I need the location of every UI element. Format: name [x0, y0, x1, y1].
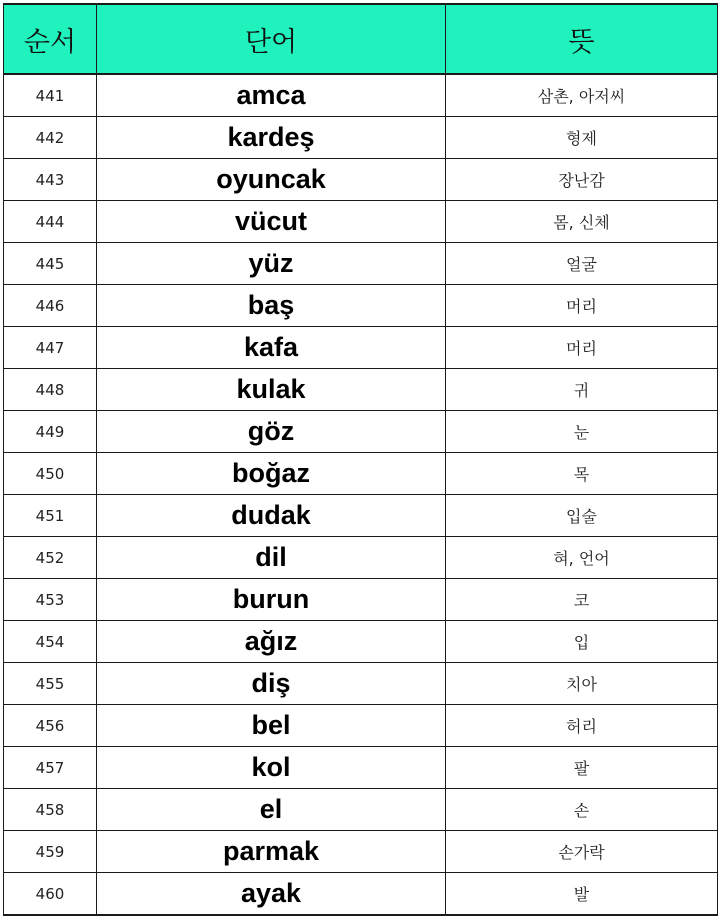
- row-word: parmak: [97, 831, 446, 873]
- row-number: 450: [4, 453, 97, 495]
- table-row: [4, 159, 718, 201]
- row-meaning: 혀, 언어: [446, 537, 718, 579]
- row-meaning: 형제: [446, 117, 718, 159]
- row-meaning: 장난감: [446, 159, 718, 201]
- row-number: 454: [4, 621, 97, 663]
- row-word: oyuncak: [97, 159, 446, 201]
- row-meaning: 손: [446, 789, 718, 831]
- row-number: 449: [4, 411, 97, 453]
- table-row: [4, 831, 718, 873]
- table-row: [4, 369, 718, 411]
- row-number: 441: [4, 74, 97, 117]
- row-number: 446: [4, 285, 97, 327]
- row-word: dudak: [97, 495, 446, 537]
- table-row: [4, 201, 718, 243]
- table-row: [4, 621, 718, 663]
- row-number: 458: [4, 789, 97, 831]
- table-row: [4, 537, 718, 579]
- table-header: [4, 4, 718, 74]
- table-row: [4, 243, 718, 285]
- table-row: [4, 411, 718, 453]
- row-number: 447: [4, 327, 97, 369]
- row-word: dil: [97, 537, 446, 579]
- row-number: 445: [4, 243, 97, 285]
- header-word: 단어: [97, 4, 446, 74]
- row-word: vücut: [97, 201, 446, 243]
- row-meaning: 얼굴: [446, 243, 718, 285]
- row-number: 455: [4, 663, 97, 705]
- row-meaning: 허리: [446, 705, 718, 747]
- table-row: [4, 747, 718, 789]
- row-number: 448: [4, 369, 97, 411]
- row-word: kardeş: [97, 117, 446, 159]
- row-word: burun: [97, 579, 446, 621]
- table-row: [4, 873, 718, 916]
- row-number: 451: [4, 495, 97, 537]
- row-meaning: 머리: [446, 285, 718, 327]
- table-row: [4, 117, 718, 159]
- row-word: bel: [97, 705, 446, 747]
- header-row: [4, 4, 718, 74]
- row-word: ayak: [97, 873, 446, 916]
- header-meaning: 뜻: [446, 4, 718, 74]
- row-meaning: 눈: [446, 411, 718, 453]
- table-row: [4, 789, 718, 831]
- table-row: [4, 453, 718, 495]
- vocabulary-table: [3, 3, 718, 916]
- row-word: yüz: [97, 243, 446, 285]
- table-row: [4, 285, 718, 327]
- row-number: 456: [4, 705, 97, 747]
- row-number: 442: [4, 117, 97, 159]
- row-meaning: 입술: [446, 495, 718, 537]
- row-meaning: 귀: [446, 369, 718, 411]
- table-row: [4, 579, 718, 621]
- row-meaning: 발: [446, 873, 718, 916]
- row-meaning: 삼촌, 아저씨: [446, 74, 718, 117]
- row-meaning: 코: [446, 579, 718, 621]
- row-meaning: 손가락: [446, 831, 718, 873]
- table-row: [4, 495, 718, 537]
- row-word: boğaz: [97, 453, 446, 495]
- row-number: 460: [4, 873, 97, 916]
- row-meaning: 입: [446, 621, 718, 663]
- row-word: baş: [97, 285, 446, 327]
- row-word: kafa: [97, 327, 446, 369]
- row-word: el: [97, 789, 446, 831]
- table-row: [4, 327, 718, 369]
- row-word: kulak: [97, 369, 446, 411]
- header-number: 순서: [4, 4, 97, 74]
- row-meaning: 머리: [446, 327, 718, 369]
- row-number: 459: [4, 831, 97, 873]
- row-meaning: 팔: [446, 747, 718, 789]
- table-row: [4, 705, 718, 747]
- row-number: 457: [4, 747, 97, 789]
- row-meaning: 목: [446, 453, 718, 495]
- row-number: 453: [4, 579, 97, 621]
- vocabulary-table-container: [3, 3, 718, 916]
- row-number: 444: [4, 201, 97, 243]
- row-number: 452: [4, 537, 97, 579]
- row-meaning: 몸, 신체: [446, 201, 718, 243]
- table-row: [4, 663, 718, 705]
- table-body: [4, 74, 718, 915]
- row-word: göz: [97, 411, 446, 453]
- row-word: kol: [97, 747, 446, 789]
- row-number: 443: [4, 159, 97, 201]
- row-word: ağız: [97, 621, 446, 663]
- row-meaning: 치아: [446, 663, 718, 705]
- table-row: [4, 74, 718, 117]
- row-word: diş: [97, 663, 446, 705]
- row-word: amca: [97, 74, 446, 117]
